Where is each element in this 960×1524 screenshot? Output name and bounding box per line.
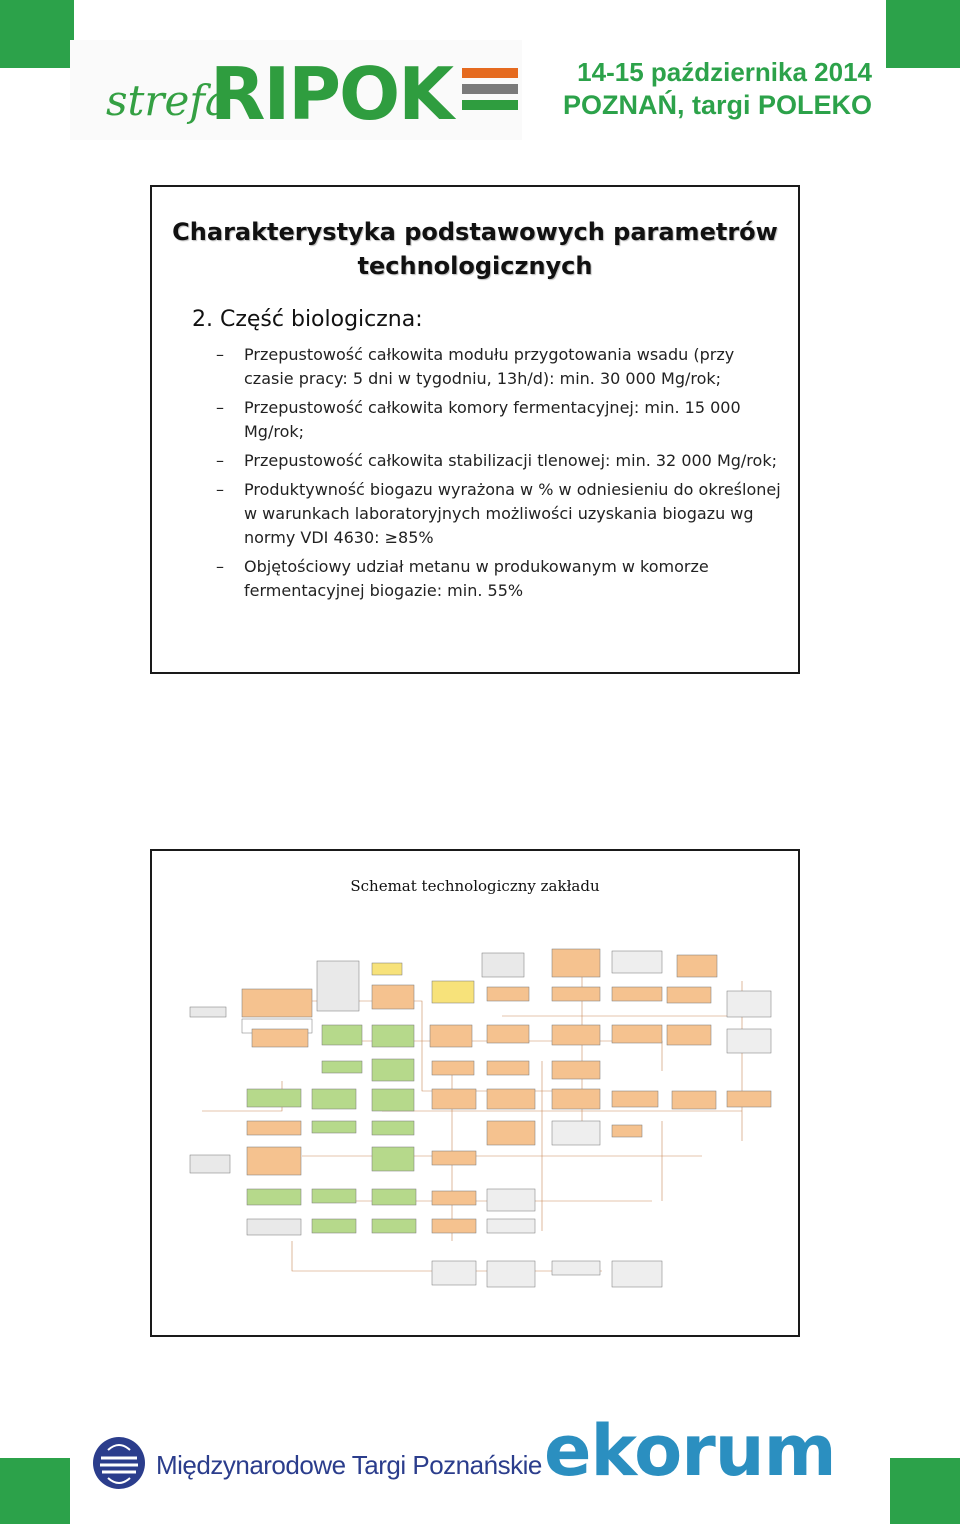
- event-info: [563, 56, 872, 122]
- mtp-name: Międzynarodowe Targi Poznańskie: [156, 1450, 542, 1480]
- logo-bars-icon: [462, 68, 518, 116]
- bullet-text: Produktywność biogazu wyrażona w % w odniesieniu do określonej w warunkach laboratoryjnych możliwości uzyskania biogazu wg normy VDI 4630: ≥85%: [244, 480, 781, 547]
- bullet-text: Objętościowy udział metanu w produkowanym w komorze fermentacyjnej biogazie: min. 55%: [244, 557, 709, 600]
- event-dates: 14-15 października 2014: [577, 57, 872, 87]
- schema-title: Schemat technologiczny zakładu: [350, 877, 600, 895]
- bullet-text: Przepustowość całkowita stabilizacji tlenowej: min. 32 000 Mg/rok;: [244, 451, 777, 470]
- mtp-logo-icon: [92, 1436, 146, 1490]
- event-place: POZNAŃ, targi POLEKO: [562, 90, 872, 120]
- bullet-item: – Przepustowość całkowita komory fermentacyjnej: min. 15 000 Mg/rok;: [216, 398, 741, 441]
- corner-decoration: [0, 1458, 70, 1524]
- logo-main: RIPOK: [210, 52, 452, 136]
- ekorum-text: ekorum: [544, 1410, 836, 1492]
- process-flow-diagram: [182, 941, 782, 1311]
- bullet-text: Przepustowość całkowita modułu przygotowania wsadu (przy czasie pracy: 5 dni w tygodniu, 13h/d): min. 30 000 Mg/rok;: [244, 345, 735, 388]
- slide-title-line2: technologicznych: [357, 252, 593, 280]
- corner-decoration: [890, 1458, 960, 1524]
- slide-title: [152, 215, 798, 283]
- strefa-ripok-logo: [70, 40, 522, 140]
- bullet-item: – Przepustowość całkowita stabilizacji tlenowej: min. 32 000 Mg/rok;: [216, 451, 777, 470]
- slide-parameters: [150, 185, 800, 674]
- bullet-list: [216, 343, 782, 608]
- bullet-text: Przepustowość całkowita komory fermentacyjnej: min. 15 000 Mg/rok;: [244, 398, 741, 441]
- slide-subtitle: 2. Część biologiczna:: [192, 307, 423, 332]
- corner-decoration: [0, 0, 74, 68]
- slide-title-line1: Charakterystyka podstawowych parametrów: [172, 218, 778, 246]
- ekorum-logo: [544, 1410, 836, 1492]
- logo-prefix: strefa: [106, 76, 230, 125]
- corner-decoration: [886, 0, 960, 68]
- slide-schema: [150, 849, 800, 1337]
- bullet-item: – Objętościowy udział metanu w produkowanym w komorze fermentacyjnej biogazie: min. 55%: [216, 557, 709, 600]
- bullet-item: – Przepustowość całkowita modułu przygotowania wsadu (przy czasie pracy: 5 dni w tygodniu, 13h/d): min. 30 000 Mg/rok;: [216, 345, 735, 388]
- bullet-item: – Produktywność biogazu wyrażona w % w odniesieniu do określonej w warunkach laboratoryjnych możliwości uzyskania biogazu wg normy VDI 4630: ≥85%: [216, 480, 781, 547]
